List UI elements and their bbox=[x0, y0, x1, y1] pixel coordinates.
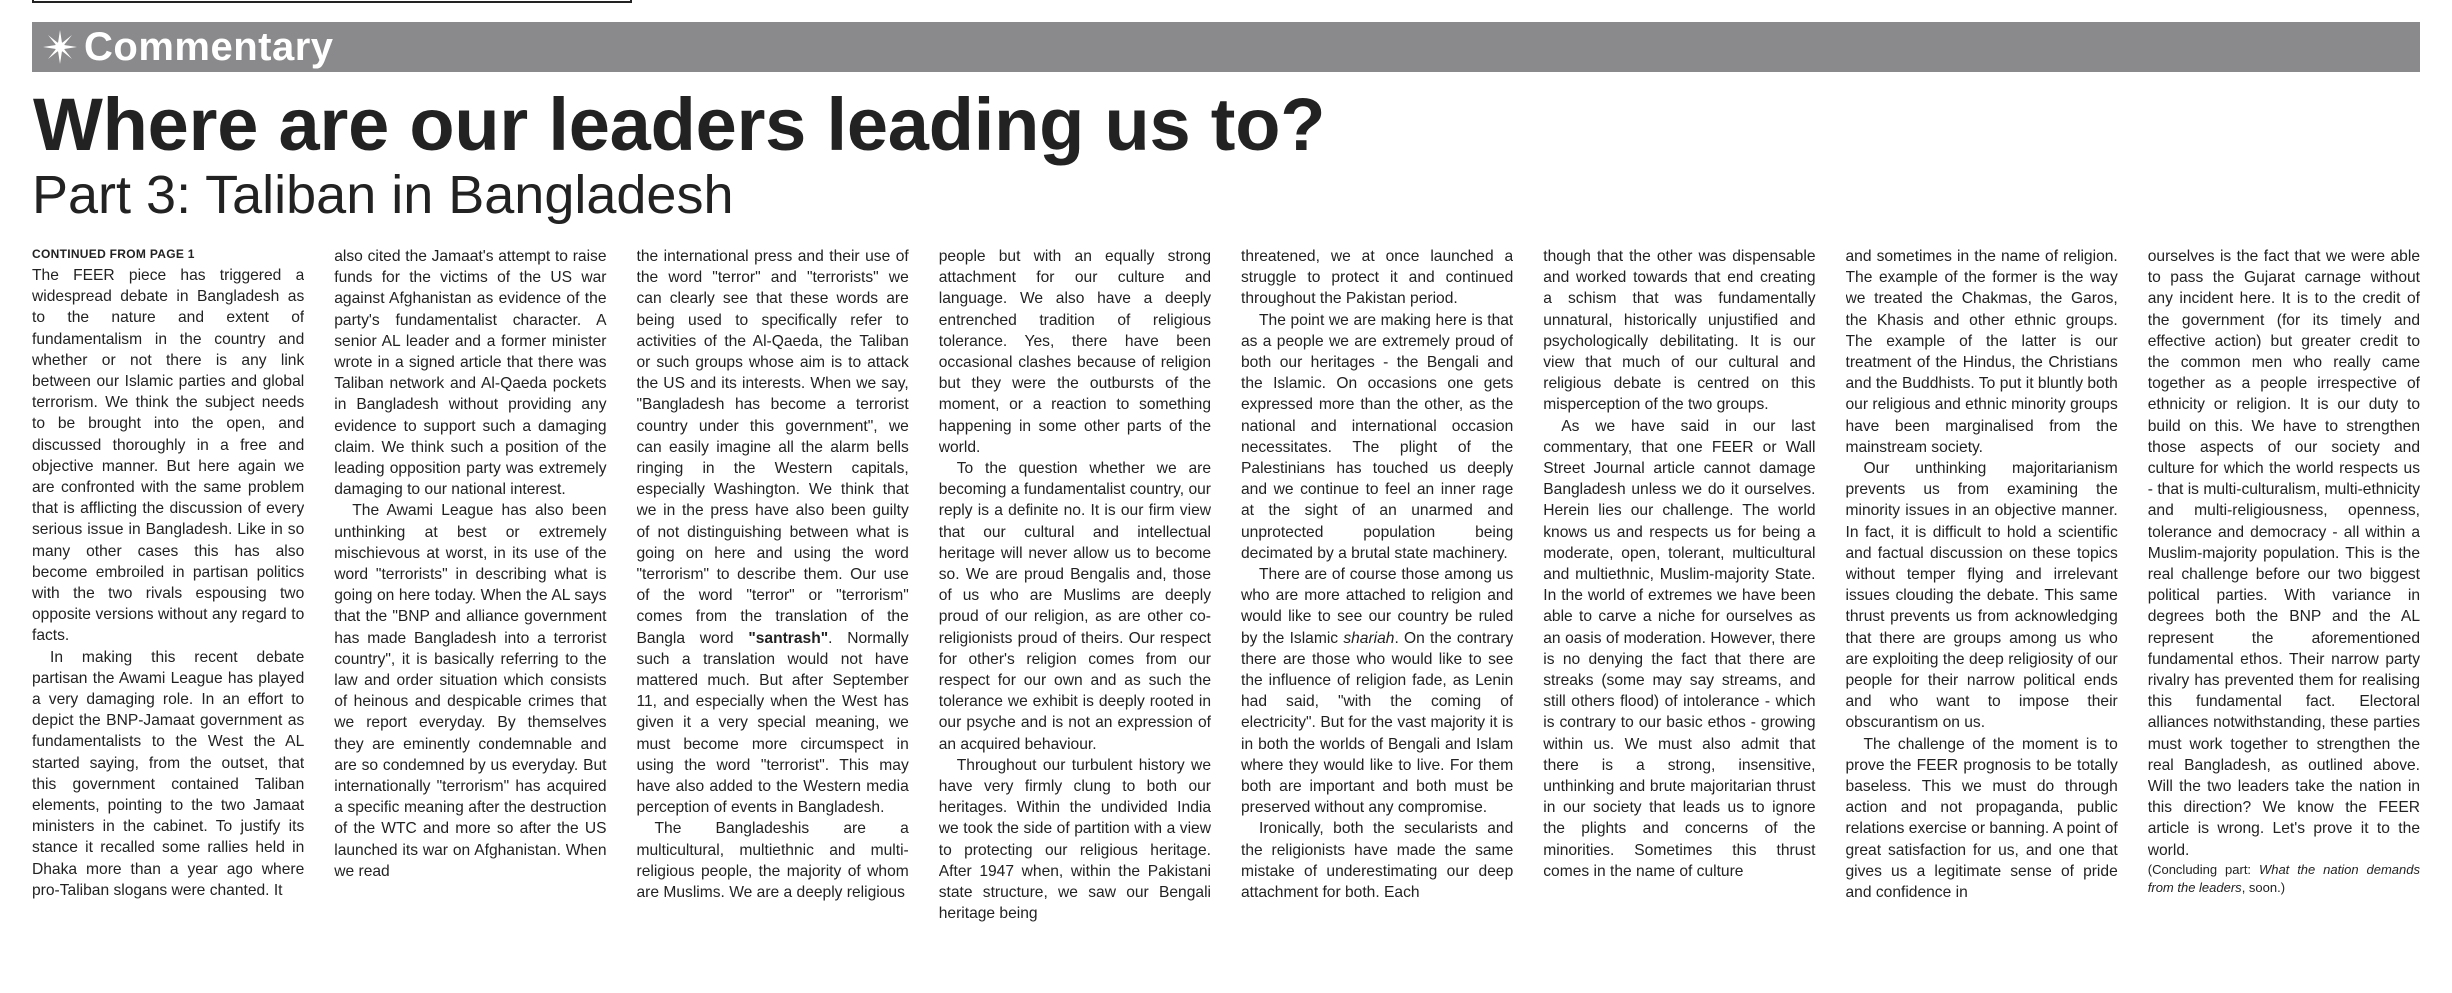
column-8 bbox=[2148, 246, 2420, 993]
paragraph: The Bangladeshis are a multicultural, multiethnic and multi-religious people, the majority of whom are Muslims. We are a deeply religious bbox=[636, 820, 909, 902]
paragraph: To the question whether we are becoming a fundamentalist country, our reply is a definite no. It is our firm view that our cultural and intellectual heritage will never allow us to become so. We are proud Bengalis and, those of us who are Muslims are deeply proud of our religion, as are other co-religionists proud of theirs. Our respect for other's religion comes from our respect for our own and as such the tolerance we exhibit is deeply rooted in our psyche and is not an expression of an acquired behaviour. bbox=[938, 460, 1211, 753]
text-run: the international press and their use of the word "terror" and "terrorists" we can clearly see that these words are being used to specifically refer to activities of the Al-Qaeda, the Taliban or such groups whose aim is to attack the US and its interests. When we say, "Bangladesh has become a terrorist country under this government", we can easily imagine all the alarm bells ringing in the Western capitals, especially Washington. We think that we in the press have also been guilty of not distinguishing between what is going on here and using the word "terrorism" to describe them. Our use of the word "terror" or "terrorism" comes from the translation of the Bangla word bbox=[636, 248, 909, 647]
text-run: (Concluding part: bbox=[2147, 861, 2259, 877]
italic-term: shariah bbox=[1343, 629, 1395, 647]
column-5 bbox=[1241, 246, 1513, 993]
paragraph: ourselves is the fact that we were able to pass the Gujarat carnage without any incident here. It is to the credit of the government (for its timely and effective action) but greater credit to the common men who really came together as a people irrespective of ethnicity or religion. It is our duty to build on this. We have to strengthen those aspects of our society and culture for which the world respects us - that is multi-culturalism, multi-ethnicity and multi-religiousness, openness, tolerance and democracy - all within a Muslim-majority population. This is the real challenge before our two biggest political parties. With variance in degrees both the BNP and the AL represent the aforementioned fundamental ethos. Their narrow party rivalry has prevented them for realising this fundamental fact. Electoral alliances notwithstanding, these parties must work together to strengthen the real Bangladesh, as outlined above. Will the two leaders take the nation in this direction? We know the FEER article is wrong. Let's prove it to the world. bbox=[2147, 248, 2420, 859]
column-6 bbox=[1543, 246, 1815, 993]
text-run: , soon.) bbox=[2241, 879, 2286, 895]
paragraph: The challenge of the moment is to prove the FEER prognosis to be totally baseless. This we must do through action and not propaganda, public relations exercise or banning. A point of great satisfaction for us, and one that gives us a legitimate sense of pride and confidence in bbox=[1845, 735, 2118, 902]
paragraph: people but with an equally strong attachment for our culture and language. We also have a deeply entrenched tradition of religious tolerance. Yes, there have been occasional clashes because of religion but they were the outbursts of the moment, or a reaction to something happening in some other parts of the world. bbox=[938, 248, 1211, 456]
headline: Where are our leaders leading us to? bbox=[33, 83, 1326, 166]
section-title: Commentary bbox=[84, 25, 334, 69]
column-1 bbox=[32, 246, 304, 993]
section-banner bbox=[32, 22, 2420, 72]
column-7 bbox=[1846, 246, 2118, 993]
bangla-term: "santrash" bbox=[748, 629, 829, 647]
paragraph: Our unthinking majoritarianism prevents us from examining the minority issues in an objective manner. In fact, it is difficult to hold a scientific and factual discussion on these topics without temper flying and irrelevant issues clouding the debate. This same thrust prevents us from acknowledging that there are groups among us who are exploiting the deep religiosity of our people for their narrow political ends and who want to impose their obscurantism on us. bbox=[1845, 460, 2118, 732]
paragraph: The point we are making here is that as a people we are extremely proud of both our heritages - the Bengali and the Islamic. On occasions one gets expressed more than the other, as the national and international occasion necessitates. The plight of the Palestinians has touched us deeply and we continue to feel an inner rage at the sight of an unarmed and unprotected population being decimated by a brutal state machinery. bbox=[1241, 311, 1514, 562]
column-2 bbox=[334, 246, 606, 993]
subheadline: Part 3: Taliban in Bangladesh bbox=[32, 165, 734, 225]
paragraph: Ironically, both the secularists and the religionists have made the same mistake of underestimating our deep attachment for both. Each bbox=[1241, 820, 1514, 902]
concluding-note bbox=[2148, 861, 2420, 897]
column-3 bbox=[637, 246, 909, 993]
text-run: There are of course those among us who are more attached to religion and would like to see our country be ruled by the Islamic bbox=[1241, 566, 1514, 647]
paragraph: though that the other was dispensable and worked towards that end creating a schism that was fundamentally unnatural, historically unjustified and psychologically debilitating. It is our view that much of our cultural and religious debate is centred on this misperception of the two groups. bbox=[1543, 248, 1816, 414]
top-border-rule bbox=[32, 0, 632, 3]
column-4 bbox=[939, 246, 1211, 993]
text-run: . Normally such a translation would not have mattered much. But after September 11, and especially when the West has given it a very special meaning, we must become more circumspect in using the word "terrorist". This may have also added to the Western media perception of events in Bangladesh. bbox=[636, 629, 909, 817]
paragraph: also cited the Jamaat's attempt to raise funds for the victims of the US war against Afghanistan as evidence of the party's fundamentalist character. A senior AL leader and a former minister wrote in a signed article that there was Taliban network and Al-Qaeda pockets in Bangladesh without providing any evidence to support such a damaging claim. We think such a position of the leading opposition party was extremely damaging to our national interest. bbox=[334, 248, 607, 499]
paragraph: and sometimes in the name of religion. The example of the former is the way we treated the Chakmas, the Garos, the Khasis and other ethnic groups. The example of the latter is our treatment of the Hindus, the Christians and the Buddhists. To put it bluntly both our religious and ethnic minority groups have been marginalised from the mainstream society. bbox=[1845, 248, 2118, 456]
paragraph: As we have said in our last commentary, that one FEER or Wall Street Journal article cannot damage Bangladesh unless we do it ourselves. Herein lies our challenge. The world knows us and respects us for being a moderate, open, tolerant, multicultural and multiethnic, Muslim-majority State. In the world of extremes we have been able to carve a niche for ourselves as an oasis of moderation. However, there is no denying the fact that there are streaks (some may say streams, and still others flood) of intolerance - which is contrary to our basic ethos - growing within us. We must also admit that there is a strong, insensitive, unthinking and brute majoritarian thrust in our society that leads us to ignore the plights and concerns of the minorities. Sometimes this thrust comes in the name of culture bbox=[1543, 417, 1816, 880]
next-part-title: What the nation demands from the leaders bbox=[2147, 861, 2420, 895]
paragraph bbox=[1241, 564, 1513, 818]
paragraph bbox=[637, 246, 909, 818]
paragraph: In making this recent debate partisan the Awami League has played a very damaging role. In an effort to depict the BNP-Jamaat government as fundamentalists to the West the AL started saying, from the outset, that this government contained Taliban elements, pointing to the two Jamaat ministers in the cabinet. To justify its stance it recalled some rallies held in Dhaka more than a year ago where pro-Taliban slogans were chanted. It bbox=[32, 648, 305, 899]
paragraph: threatened, we at once launched a struggle to protect it and continued throughout the Pakistan period. bbox=[1241, 248, 1514, 308]
continued-label: CONTINUED FROM PAGE 1 bbox=[32, 247, 195, 261]
paragraph: Throughout our turbulent history we have very firmly clung to both our heritages. Within the undivided India we took the side of partition with a view to protecting our religious heritage. After 1947 when, within the Pakistani state structure, we saw our Bengali heritage being bbox=[938, 756, 1211, 923]
text-run: . On the contrary there are those who would like to see the influence of religion fade, as Lenin had said, "with the coming of electricity". But for the vast majority it is in both the worlds of Bengali and Islam where they would like to live. For them both are important and both must be preserved without any compromise. bbox=[1241, 629, 1514, 817]
article-body bbox=[32, 246, 2420, 993]
paragraph: The Awami League has also been unthinking at best or extremely mischievous at worst, in its use of the word "terrorists" in describing what is going on here today. When the AL says that the "BNP and alliance government has made Bangladesh into a terrorist country", it is basically referring to the law and order situation which consists of heinous and despicable crimes that we report everyday. By themselves they are eminently condemnable and are so condemned by us everyday. But internationally "terrorism" has acquired a specific meaning after the destruction of the WTC and more so after the US launched its war on Afghanistan. When we read bbox=[334, 502, 607, 880]
paragraph: The FEER piece has triggered a widespread debate in Bangladesh as to the nature and extent of fundamentalism in the country and whether or not there is any link between our Islamic parties and global terrorism. We think the subject needs to be brought into the open, and discussed thoroughly in a free and objective manner. But here again we are confronted with the same problem that is afflicting the discussion of every serious issue in Bangladesh. Like in so many other cases this has also become embroiled in partisan politics with the two rivals espousing two opposite versions without any regard to facts. bbox=[32, 267, 305, 645]
starburst-icon bbox=[36, 22, 84, 72]
